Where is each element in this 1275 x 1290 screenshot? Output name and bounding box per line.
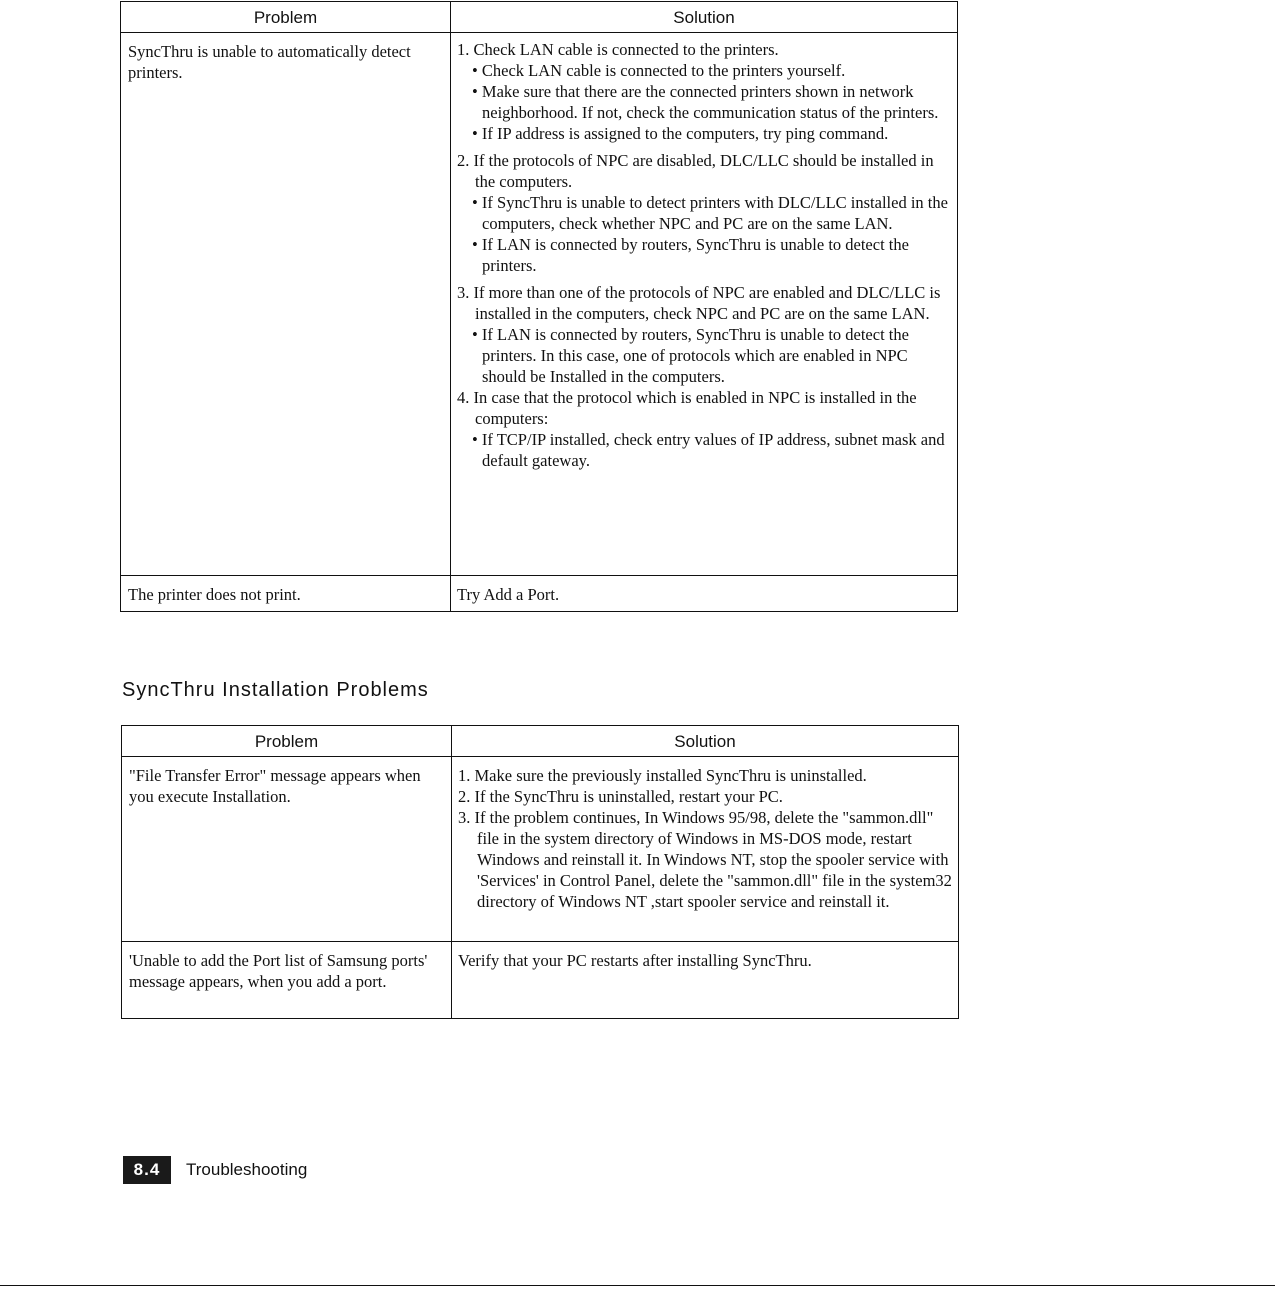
problem-column-header: Problem: [122, 726, 452, 757]
bullet-item: • If SyncThru is unable to detect printers with DLC/LLC installed in the computers, check whether NPC and PC are on the same LAN.: [472, 193, 948, 233]
table-header-row: [122, 726, 959, 757]
solution-cell: [451, 33, 958, 576]
solution-line: 3. If the problem continues, In Windows 95/98, delete the "sammon.dll" file in the system directory of Windows in MS-DOS mode, restart Windows and reinstall it. In Windows NT, stop the spooler service with 'Services' in Control Panel, delete the "sammon.dll" file in the system32 directory of Windows NT ,start spooler service and reinstall it.: [458, 808, 952, 911]
page-number-badge: 8.4: [123, 1156, 171, 1184]
chapter-title: Troubleshooting: [186, 1160, 308, 1179]
bullet-item: • If IP address is assigned to the computers, try ping command.: [472, 124, 889, 143]
problem-cell: 'Unable to add the Port list of Samsung ports' message appears, when you add a port.: [122, 942, 452, 1019]
bullet-item: • Make sure that there are the connected printers shown in network neighborhood. If not, check the communication status of the printers.: [472, 82, 939, 122]
problem-column-header: Problem: [121, 2, 451, 33]
bottom-rule: [0, 1285, 1275, 1286]
table-row: [122, 757, 959, 942]
solution-step: [457, 150, 953, 276]
step-text: 4. In case that the protocol which is enabled in NPC is installed in the computers:: [457, 388, 917, 428]
solution-step: [457, 282, 953, 387]
solution-cell: Verify that your PC restarts after installing SyncThru.: [452, 942, 959, 1019]
solution-step: [457, 387, 953, 471]
table-row: [121, 576, 958, 612]
solution-line: 1. Make sure the previously installed SyncThru is uninstalled.: [458, 766, 867, 785]
bullet-item: • If TCP/IP installed, check entry values of IP address, subnet mask and default gateway.: [472, 430, 945, 470]
table-header-row: [121, 2, 958, 33]
solution-cell: [452, 757, 959, 942]
solution-line: 2. If the SyncThru is uninstalled, restart your PC.: [458, 787, 783, 806]
table-row: [122, 942, 959, 1019]
step-text: 1. Check LAN cable is connected to the printers.: [457, 40, 779, 59]
solution-column-header: Solution: [451, 2, 958, 33]
solution-column-header: Solution: [452, 726, 959, 757]
step-text: 2. If the protocols of NPC are disabled, DLC/LLC should be installed in the computers.: [457, 151, 934, 191]
solution-step: [457, 39, 953, 144]
problem-cell: SyncThru is unable to automatically detect printers.: [121, 33, 451, 576]
table-row: [121, 33, 958, 576]
step-text: 3. If more than one of the protocols of NPC are enabled and DLC/LLC is installed in the computers, check NPC and PC are on the same LAN.: [457, 283, 941, 323]
bullet-item: • Check LAN cable is connected to the printers yourself.: [472, 61, 846, 80]
page-footer: [123, 1156, 307, 1184]
section-heading: SyncThru Installation Problems: [122, 679, 429, 701]
problem-cell: The printer does not print.: [121, 576, 451, 612]
bullet-item: • If LAN is connected by routers, SyncThru is unable to detect the printers.: [472, 235, 909, 275]
printer-detection-table: [120, 1, 958, 612]
solution-cell: Try Add a Port.: [451, 576, 958, 612]
installation-problems-table: [121, 725, 959, 1019]
problem-cell: "File Transfer Error" message appears when you execute Installation.: [122, 757, 452, 942]
bullet-item: • If LAN is connected by routers, SyncThru is unable to detect the printers. In this case, one of protocols which are enabled in NPC should be Installed in the computers.: [472, 325, 909, 386]
